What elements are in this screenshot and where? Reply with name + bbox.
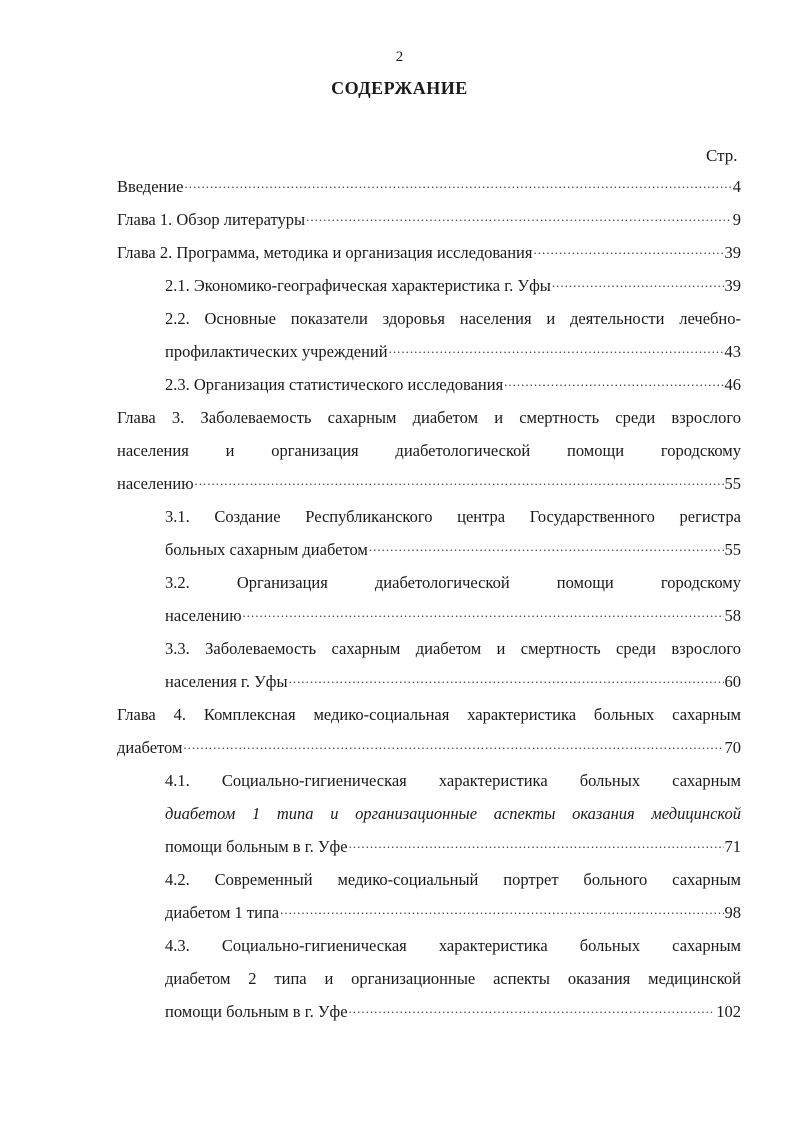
toc-page-number: 43 (724, 342, 741, 361)
dot-leader (243, 595, 724, 629)
toc-page-number: 39 (724, 276, 741, 295)
toc-entry-text: 4.2. Современный медико-социальный портрет больного сахарным (165, 870, 741, 889)
toc-entry-text: диабетом 1 типа и организационные аспекты оказания медицинской (165, 804, 741, 823)
toc-entry-text: населению (117, 474, 194, 493)
page-number: 2 (395, 49, 404, 65)
toc-page-number: 39 (724, 243, 741, 262)
toc-page-number: 58 (724, 606, 741, 625)
toc-page-number: 102 (716, 1002, 741, 1021)
toc-entry-text: населения и организация диабетологической помощи городскому (117, 441, 741, 460)
toc-entry-text: помощи больным в г. Уфе (165, 1002, 348, 1021)
toc-entry-text: 4.3. Социально-гигиеническая характеристика больных сахарным (165, 936, 741, 955)
toc-entry-chapter-4[interactable] (117, 698, 741, 764)
dot-leader (280, 892, 723, 926)
toc-page-number: 55 (724, 540, 741, 559)
toc-entry-text: населения г. Уфы (165, 672, 288, 691)
toc-entry-text: диабетом 1 типа (165, 903, 280, 922)
toc-entry-text: 2.1. Экономико-географическая характеристика г. Уфы (165, 276, 551, 295)
toc-entry-text: населению (165, 606, 242, 625)
toc-entry-text: Глава 4. Комплексная медико-социальная характеристика больных сахарным (117, 705, 741, 724)
toc-page-number: 46 (724, 375, 741, 394)
toc-page-number: 9 (732, 210, 741, 229)
toc-entry-section-3-1[interactable] (165, 500, 741, 566)
dot-leader (533, 232, 723, 266)
dot-leader (183, 727, 723, 761)
toc-page-number: 60 (724, 672, 741, 691)
toc-entry-chapter-3[interactable] (117, 401, 741, 500)
toc-entry-section-4-3[interactable] (165, 929, 741, 1028)
toc-entry-text: Глава 3. Заболеваемость сахарным диабетом и смертность среди взрослого (117, 408, 741, 427)
toc-entry-section-3-3[interactable] (165, 632, 741, 698)
toc-entry-text: Глава 2. Программа, методика и организация исследования (117, 243, 533, 262)
toc-entry-section-2-2[interactable] (165, 302, 741, 368)
toc-entry-text: Глава 1. Обзор литературы (117, 210, 306, 229)
toc-page-number: 4 (732, 177, 741, 196)
toc-entry-text: профилактических учреждений (165, 342, 388, 361)
toc-page-number: 98 (724, 903, 741, 922)
toc-entry-text: диабетом 2 типа и организационные аспекты оказания медицинской (165, 969, 741, 988)
toc-entry-text: больных сахарным диабетом (165, 540, 368, 559)
toc-page-number: 55 (724, 474, 741, 493)
dot-leader (369, 529, 724, 563)
toc-entry-text: 3.2. Организация диабетологической помощи городскому (165, 573, 741, 592)
toc-entry-text: диабетом (117, 738, 183, 757)
dot-leader (349, 991, 716, 1025)
toc-entry-section-4-2[interactable] (165, 863, 741, 929)
dot-leader (552, 265, 724, 299)
toc-entry-text: 4.1. Социально-гигиеническая характеристика больных сахарным (165, 771, 741, 790)
dot-leader (389, 331, 724, 365)
dot-leader (195, 463, 724, 497)
toc-entry-section-2-3[interactable] (165, 368, 741, 401)
toc-entry-section-2-1[interactable] (165, 269, 741, 302)
toc-entry-text: 2.3. Организация статистического исследования (165, 375, 504, 394)
toc-page-number: 70 (724, 738, 741, 757)
toc-entry-section-4-1[interactable] (165, 764, 741, 863)
toc-entry-text: 3.3. Заболеваемость сахарным диабетом и смертность среди взрослого (165, 639, 741, 658)
page-column-label: Стр. (706, 146, 738, 165)
page-title: СОДЕРЖАНИЕ (331, 78, 468, 98)
dot-leader (349, 826, 724, 860)
toc-page-number: 71 (724, 837, 741, 856)
dot-leader (289, 661, 724, 695)
toc-entry-text: Введение (117, 177, 184, 196)
toc-entry-text: 3.1. Создание Республиканского центра Государственного регистра (165, 507, 741, 526)
dot-leader (306, 199, 732, 233)
dot-leader (185, 166, 732, 200)
dot-leader (504, 364, 723, 398)
toc-entry-section-3-2[interactable] (165, 566, 741, 632)
toc-entry-text: 2.2. Основные показатели здоровья населения и деятельности лечебно- (165, 309, 741, 328)
toc-entry-text: помощи больным в г. Уфе (165, 837, 348, 856)
